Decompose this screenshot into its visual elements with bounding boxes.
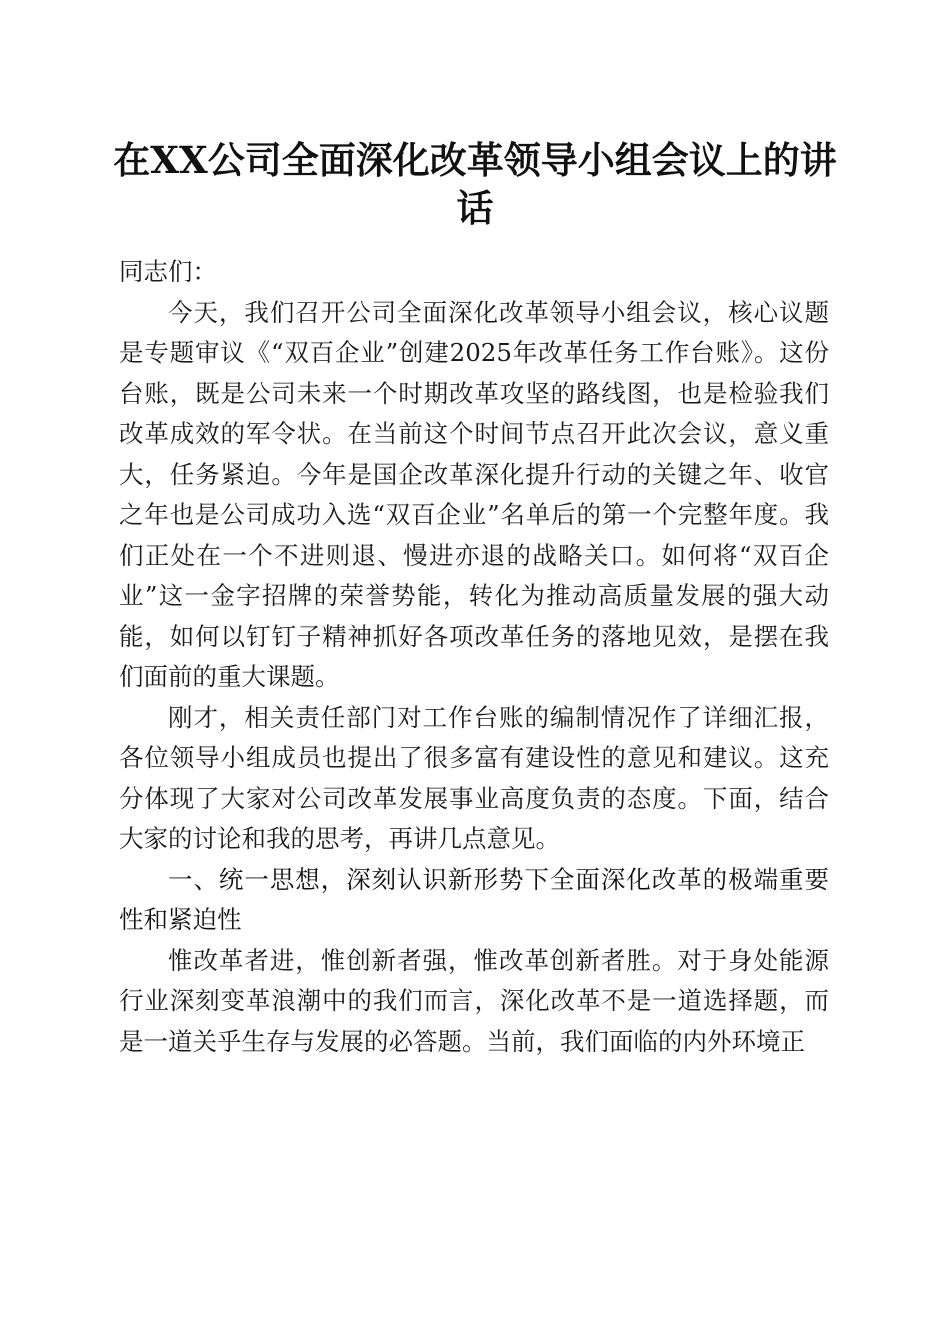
- body-paragraph: 刚才，相关责任部门对工作台账的编制情况作了详细汇报，各位领导小组成员也提出了很多富有建设性的意见和建议。这充分体现了大家对公司改革发展事业高度负责的态度。下面，结合大家的讨论和我的思考，再讲几点意见。: [119, 702, 829, 853]
- body-paragraph: 惟改革者进，惟创新者强，惟改革创新者胜。对于身处能源行业深刻变革浪潮中的我们而言，深化改革不是一道选择题，而是一道关乎生存与发展的必答题。当前，我们面临的内外环境正: [119, 945, 829, 1056]
- document-body: [119, 252, 829, 1062]
- salutation: 同志们：: [119, 257, 217, 286]
- body-paragraph: 今天，我们召开公司全面深化改革领导小组会议，核心议题是专题审议《“双百企业”创建2025年改革任务工作台账》。这份台账，既是公司未来一个时期改革攻坚的路线图，也是检验我们改革成效的军令状。在当前这个时间节点召开此次会议，意义重大，任务紧迫。今年是国企改革深化提升行动的关键之年、收官之年也是公司成功入选“双百企业”名单后的第一个完整年度。我们正处在一个不进则退、慢进亦退的战略关口。如何将“双百企业”这一金字招牌的荣誉势能，转化为推动高质量发展的强大动能，如何以钉钉子精神抓好各项改革任务的落地见效，是摆在我们面前的重大课题。: [119, 297, 829, 691]
- document-title: 在XX公司全面深化改革领导小组会议上的讲话: [113, 138, 837, 230]
- section-heading: 一、统一思想，深刻认识新形势下全面深化改革的极端重要性和紧迫性: [119, 864, 829, 934]
